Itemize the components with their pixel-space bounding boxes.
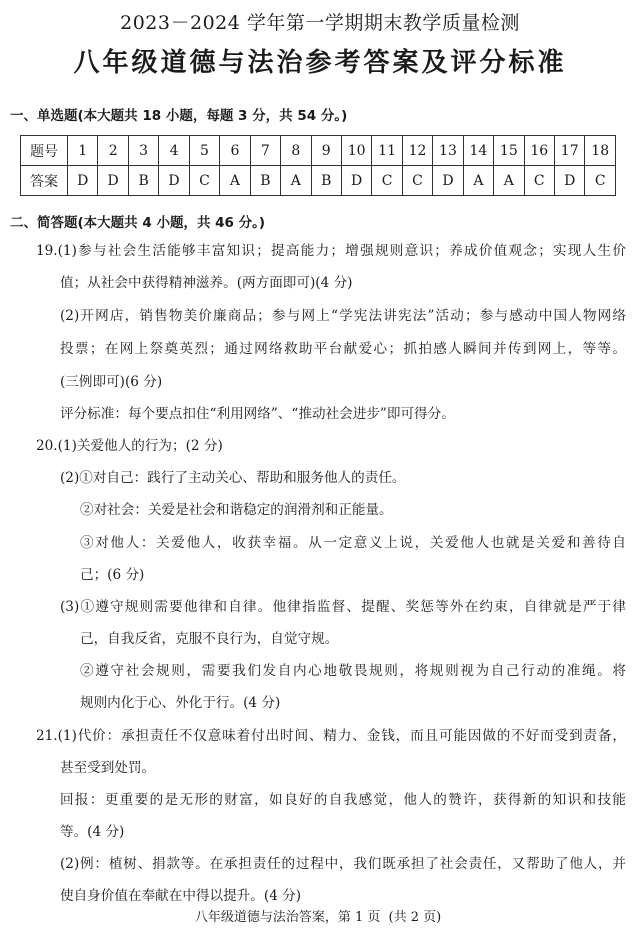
answer-line: (三例即可)(6 分) — [60, 374, 163, 390]
answer-table — [20, 135, 616, 196]
answer-line: 己；(6 分) — [80, 567, 145, 583]
answer-line: (2)例：植树、捐款等。在承担责任的过程中，我们既承担了社会责任，又帮助了他人，并 — [60, 856, 626, 872]
question-number: 4 — [159, 136, 189, 166]
question-number: 10 — [341, 136, 371, 166]
document-title: 八年级道德与法治参考答案及评分标准 — [73, 48, 567, 78]
footer-total-label: (共 2 页) — [388, 910, 442, 925]
answer-cell: C — [402, 166, 432, 196]
answer-line: 使自身价值在奉献在中得以提升。(4 分) — [60, 888, 302, 904]
answer-cell: C — [524, 166, 554, 196]
question-number: 11 — [372, 136, 402, 166]
answer-line: (2)开网店，销售物美价廉商品；参与网上“学宪法讲宪法”活动；参与感动中国人物网络 — [60, 308, 626, 324]
answer-cell: D — [68, 166, 98, 196]
row-label-number: 题号 — [21, 136, 68, 166]
table-row-answers — [21, 166, 616, 196]
answer-cell: C — [585, 166, 616, 196]
footer-page-label: 八年级道德与法治答案，第 1 页 — [194, 910, 381, 925]
answer-cell: C — [372, 166, 402, 196]
exam-title: 2023－2024 学年第一学期期末教学质量检测 — [120, 12, 520, 34]
question-number: 16 — [524, 136, 554, 166]
answer-line: 回报：更重要的是无形的财富，如良好的自我感觉，他人的赞许，获得新的知识和技能 — [60, 792, 626, 808]
answer-line: 规则内化于心、外化于行。(4 分) — [80, 695, 281, 711]
section-2-heading: 二、简答题(本大题共 4 小题，共 46 分。) — [10, 215, 266, 231]
question-number: 14 — [463, 136, 493, 166]
answer-cell: B — [128, 166, 158, 196]
question-number: 3 — [128, 136, 158, 166]
answer-line: 投票；在网上祭奠英烈；通过网络救助平台献爱心；抓拍感人瞬间并传到网上，等等。 — [60, 341, 626, 357]
answer-line: 21.(1)代价：承担责任不仅意味着付出时间、精力、金钱，而且可能因做的不好而受到责备， — [36, 728, 626, 744]
answer-cell: B — [250, 166, 280, 196]
answer-line: 20.(1)关爱他人的行为；(2 分) — [36, 438, 223, 454]
answer-line: ②对社会：关爱是社会和谐稳定的润滑剂和正能量。 — [80, 502, 393, 518]
answer-cell: D — [98, 166, 128, 196]
answer-cell: A — [463, 166, 493, 196]
answer-cell: D — [341, 166, 371, 196]
answer-cell: A — [220, 166, 250, 196]
question-number: 12 — [402, 136, 432, 166]
answer-line: 19.(1)参与社会生活能够丰富知识；提高能力；增强规则意识；养成价值观念；实现人生价 — [36, 243, 626, 259]
answer-line: 己，自我反省，克服不良行为，自觉守规。 — [80, 631, 339, 647]
answer-line: ③对他人：关爱他人，收获幸福。从一定意义上说，关爱他人也就是关爱和善待自 — [80, 535, 626, 551]
answer-line: 评分标准：每个要点扣住“利用网络”、“推动社会进步”即可得分。 — [60, 406, 455, 422]
answer-line: ②遵守社会规则，需要我们发自内心地敬畏规则，将规则视为自己行动的准绳。将 — [80, 663, 626, 679]
question-number: 9 — [311, 136, 341, 166]
question-number: 6 — [220, 136, 250, 166]
question-number: 17 — [555, 136, 585, 166]
question-number: 8 — [281, 136, 311, 166]
question-number: 7 — [250, 136, 280, 166]
answer-line: 值；从社会中获得精神滋养。(两方面即可)(4 分) — [60, 275, 353, 291]
answer-line: 甚至受到处罚。 — [60, 760, 156, 776]
question-number: 13 — [433, 136, 463, 166]
answer-cell: C — [189, 166, 219, 196]
table-row-numbers — [21, 136, 616, 166]
answer-cell: A — [281, 166, 311, 196]
question-number: 1 — [68, 136, 98, 166]
answer-cell: D — [159, 166, 189, 196]
section-1-heading: 一、单选题(本大题共 18 小题，每题 3 分，共 54 分。) — [10, 108, 348, 124]
row-label-answer: 答案 — [21, 166, 68, 196]
question-number: 18 — [585, 136, 616, 166]
answer-cell: D — [555, 166, 585, 196]
answer-cell: A — [494, 166, 524, 196]
answer-line: 等。(4 分) — [60, 824, 125, 840]
question-number: 5 — [189, 136, 219, 166]
answer-line: (2)①对自己：践行了主动关心、帮助和服务他人的责任。 — [60, 470, 406, 486]
answer-cell: B — [311, 166, 341, 196]
answer-line: (3)①遵守规则需要他律和自律。他律指监督、提醒、奖惩等外在约束，自律就是严于律 — [60, 599, 626, 615]
question-number: 2 — [98, 136, 128, 166]
answer-cell: D — [433, 166, 463, 196]
page-footer — [0, 906, 640, 925]
question-number: 15 — [494, 136, 524, 166]
